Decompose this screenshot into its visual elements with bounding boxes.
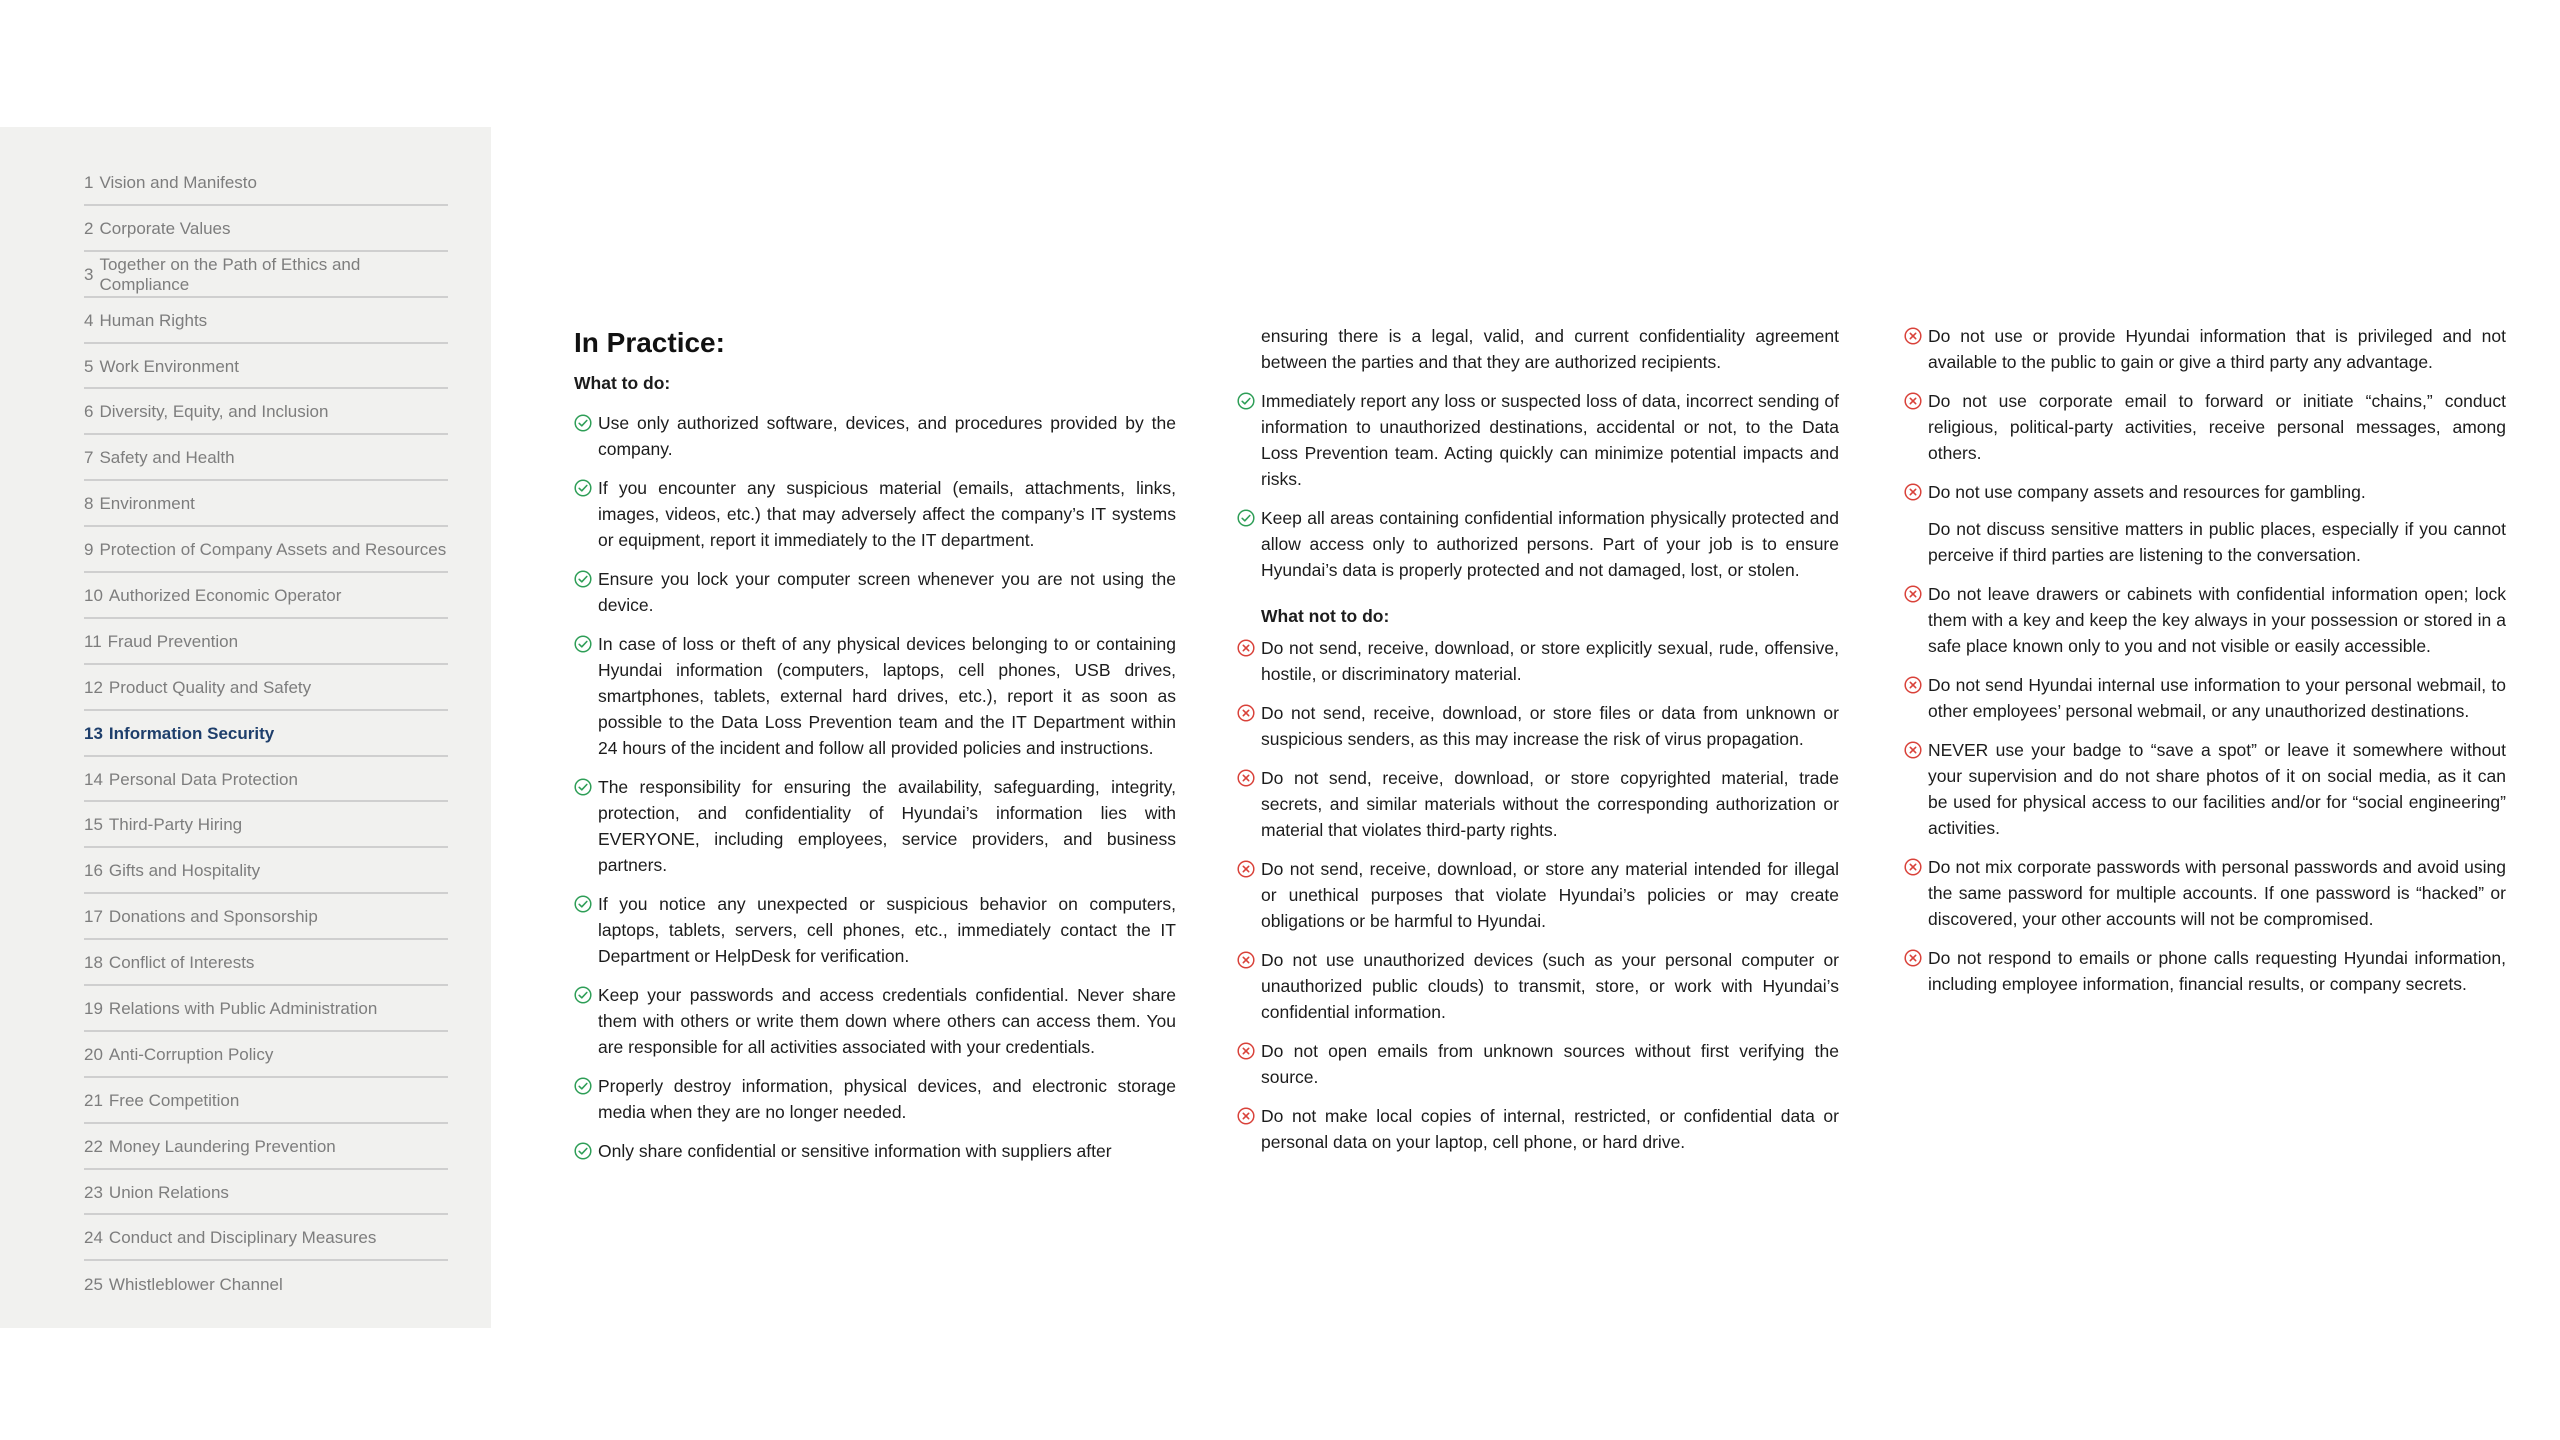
- toc-item-number: 2: [84, 218, 94, 238]
- toc-item-number: 15: [84, 815, 103, 835]
- dont-item: [1904, 854, 2506, 932]
- toc-item[interactable]: [84, 344, 448, 390]
- x-circle-icon: [1904, 483, 1922, 501]
- item-text: Properly destroy information, physical devices, and electronic storage media when they are no longer needed.: [598, 1076, 1176, 1122]
- do-item: [574, 631, 1176, 761]
- do-item: [574, 566, 1176, 618]
- dont-item: [1237, 1038, 1839, 1090]
- item-text: Do not use unauthorized devices (such as your personal computer or unauthorized public clouds) to transmit, store, or work with Hyundai’s confidential information.: [1261, 950, 1839, 1022]
- dont-item: [1904, 945, 2506, 997]
- toc-item-number: 13: [84, 723, 103, 743]
- item-text: Do not send, receive, download, or store files or data from unknown or suspicious senders, as this may increase the risk of virus propagation.: [1261, 703, 1839, 749]
- toc-item[interactable]: [84, 894, 448, 940]
- toc-item[interactable]: [84, 527, 448, 573]
- content-column-2: [1237, 323, 1839, 1168]
- toc-item-label: Personal Data Protection: [108, 769, 298, 789]
- content-column-3: [1904, 323, 2506, 1010]
- dont-item: [1904, 672, 2506, 724]
- toc-item[interactable]: [84, 1124, 448, 1170]
- dont-item: [1904, 581, 2506, 659]
- toc-item-number: 18: [84, 953, 103, 973]
- toc-item-label: Corporate Values: [99, 218, 231, 238]
- x-circle-icon: [1904, 676, 1922, 694]
- toc-item[interactable]: [84, 802, 448, 848]
- toc-item-label: Work Environment: [99, 356, 239, 376]
- toc-item-label: Conflict of Interests: [108, 953, 255, 973]
- do-item: [574, 1073, 1176, 1125]
- item-text: Do not respond to emails or phone calls requesting Hyundai information, including employee information, financial results, or company secrets.: [1928, 948, 2506, 994]
- toc-item-number: 19: [84, 998, 103, 1018]
- continued-text: ensuring there is a legal, valid, and current confidentiality agreement between the parties and that they are authorized recipients.: [1261, 326, 1839, 372]
- item-text: Only share confidential or sensitive information with suppliers after: [598, 1141, 1112, 1161]
- toc-item[interactable]: [84, 298, 448, 344]
- toc-item-number: 24: [84, 1228, 103, 1248]
- dont-item: [1904, 479, 2506, 505]
- x-circle-icon: [1237, 860, 1255, 878]
- x-circle-icon: [1237, 769, 1255, 787]
- toc-item[interactable]: [84, 389, 448, 435]
- item-text: Do not send, receive, download, or store copyrighted material, trade secrets, and similar materials without the corresponding authorization or material that violates third-party rights.: [1261, 768, 1839, 840]
- check-circle-icon: [574, 1077, 592, 1095]
- toc-item-label: Diversity, Equity, and Inclusion: [99, 402, 329, 422]
- dont-item: [1904, 737, 2506, 841]
- item-text: Do not send, receive, download, or store any material intended for illegal or unethical purposes that violate Hyundai’s policies or may create obligations or be harmful to Hyundai.: [1261, 859, 1839, 931]
- check-circle-icon: [1237, 392, 1255, 410]
- x-circle-icon: [1237, 1107, 1255, 1125]
- toc-item-label: Information Security: [108, 723, 275, 743]
- toc-item-number: 10: [84, 585, 103, 605]
- x-circle-icon: [1904, 949, 1922, 967]
- toc-item-label: Vision and Manifesto: [99, 172, 257, 192]
- toc-item-number: 6: [84, 402, 94, 422]
- check-circle-icon: [574, 479, 592, 497]
- dont-list: [1904, 323, 2506, 505]
- toc-item[interactable]: [84, 986, 448, 1032]
- toc-item-label: Money Laundering Prevention: [108, 1136, 336, 1156]
- toc-item-label: Relations with Public Administration: [108, 998, 378, 1018]
- toc-item-label: Authorized Economic Operator: [108, 585, 342, 605]
- item-text: Do not use or provide Hyundai information that is privileged and not available to the public to gain or give a third party any advantage.: [1928, 326, 2506, 372]
- x-circle-icon: [1237, 951, 1255, 969]
- check-circle-icon: [1237, 509, 1255, 527]
- do-item: [574, 1138, 1176, 1164]
- toc-item-label: Donations and Sponsorship: [108, 907, 318, 927]
- item-text: Do not use company assets and resources for gambling.: [1928, 482, 2366, 502]
- toc-item-number: 12: [84, 677, 103, 697]
- dont-item: [1237, 856, 1839, 934]
- toc-item-label: Safety and Health: [99, 448, 235, 468]
- toc-item-number: 23: [84, 1182, 103, 1202]
- do-item: [574, 891, 1176, 969]
- item-text: In case of loss or theft of any physical devices belonging to or containing Hyundai information (computers, laptops, cell phones, USB drives, smartphones, tablets, external hard drives, etc.), report it as soon as possible to the Data Loss Prevention team and the IT Department within 24 hours of the incident and follow all provided policies and instructions.: [598, 634, 1176, 758]
- x-circle-icon: [1904, 741, 1922, 759]
- toc-item[interactable]: [84, 206, 448, 252]
- toc-item[interactable]: [84, 848, 448, 894]
- toc-list: [84, 160, 448, 1307]
- toc-item[interactable]: [84, 1261, 448, 1307]
- toc-item[interactable]: [84, 481, 448, 527]
- check-circle-icon: [574, 635, 592, 653]
- toc-item-number: 8: [84, 494, 94, 514]
- check-circle-icon: [574, 1142, 592, 1160]
- item-text: Keep your passwords and access credentials confidential. Never share them with others or write them down where others can access them. You are responsible for all activities associated with your credentials.: [598, 985, 1176, 1057]
- toc-item-number: 21: [84, 1090, 103, 1110]
- toc-item-number: 17: [84, 907, 103, 927]
- x-circle-icon: [1904, 858, 1922, 876]
- check-circle-icon: [574, 986, 592, 1004]
- do-item: [574, 475, 1176, 553]
- dont-item: [1237, 700, 1839, 752]
- dont-item: [1904, 323, 2506, 375]
- toc-item[interactable]: [84, 940, 448, 986]
- toc-item-label: Product Quality and Safety: [108, 677, 312, 697]
- toc-item-label: Together on the Path of Ethics and Compliance: [99, 254, 361, 294]
- toc-item[interactable]: [84, 757, 448, 803]
- toc-item[interactable]: [84, 1170, 448, 1216]
- toc-item-label: Protection of Company Assets and Resources: [99, 540, 447, 560]
- toc-item-number: 22: [84, 1136, 103, 1156]
- dont-list: [1237, 635, 1839, 1155]
- toc-item[interactable]: [84, 435, 448, 481]
- check-circle-icon: [574, 895, 592, 913]
- item-text: Keep all areas containing confidential information physically protected and allow access only to authorized persons. Part of your job is to ensure Hyundai’s data is properly protected and not damaged, lost, or stolen.: [1261, 508, 1839, 580]
- toc-item-label: Union Relations: [108, 1182, 229, 1202]
- toc-item-label: Anti-Corruption Policy: [108, 1044, 274, 1064]
- toc-item-number: 14: [84, 769, 103, 789]
- toc-item-number: 9: [84, 540, 94, 560]
- item-text: If you encounter any suspicious material (emails, attachments, links, images, videos, etc.) that may adversely affect the company’s IT systems or equipment, report it immediately to the IT department.: [598, 478, 1176, 550]
- item-text: Do not use corporate email to forward or initiate “chains,” conduct religious, political-party activities, receive personal messages, among others.: [1928, 391, 2506, 463]
- do-item: [574, 410, 1176, 462]
- dont-item: [1237, 1103, 1839, 1155]
- check-circle-icon: [574, 414, 592, 432]
- toc-item-number: 3: [84, 264, 94, 284]
- do-item: [1237, 505, 1839, 583]
- toc-item-label: Conduct and Disciplinary Measures: [108, 1228, 377, 1248]
- item-text: Use only authorized software, devices, and procedures provided by the company.: [598, 413, 1176, 459]
- dont-heading: What not to do:: [1261, 606, 1390, 626]
- item-text: Do not open emails from unknown sources without first verifying the source.: [1261, 1041, 1839, 1087]
- toc-item[interactable]: [84, 665, 448, 711]
- toc-item-label: Fraud Prevention: [107, 631, 239, 651]
- toc-item-number: 4: [84, 310, 94, 330]
- dont-item: [1237, 765, 1839, 843]
- dont-item: [1237, 635, 1839, 687]
- item-text: Do not make local copies of internal, restricted, or confidential data or personal data on your laptop, cell phone, or hard drive.: [1261, 1106, 1839, 1152]
- toc-item-number: 20: [84, 1044, 103, 1064]
- toc-item[interactable]: [84, 1032, 448, 1078]
- toc-item[interactable]: [84, 711, 448, 757]
- toc-item-label: Environment: [99, 494, 195, 514]
- toc-item-number: 25: [84, 1275, 103, 1295]
- toc-item[interactable]: [84, 1078, 448, 1124]
- do-list: [574, 410, 1176, 1164]
- content-column-1: [574, 318, 1176, 1177]
- toc-item-number: 7: [84, 448, 94, 468]
- do-item: [1237, 388, 1839, 492]
- dont-list: [1904, 581, 2506, 997]
- dont-item: [1904, 388, 2506, 466]
- item-text: Do not mix corporate passwords with personal passwords and avoid using the same password for multiple accounts. If one password is “hacked” or discovered, your other accounts will not be compromised.: [1928, 857, 2506, 929]
- toc-item-number: 1: [84, 172, 94, 192]
- toc-item-label: Gifts and Hospitality: [108, 861, 261, 881]
- toc-item[interactable]: [84, 1215, 448, 1261]
- toc-item-number: 11: [84, 631, 102, 651]
- item-text: NEVER use your badge to “save a spot” or leave it somewhere without your supervision and do not share photos of it on social media, as it can be used for physical access to our facilities and/or for “social engineering” activities.: [1928, 740, 2506, 838]
- plain-note: Do not discuss sensitive matters in public places, especially if you cannot perceive if third parties are listening to the conversation.: [1928, 519, 2506, 565]
- do-item: [574, 982, 1176, 1060]
- item-text: Immediately report any loss or suspected loss of data, incorrect sending of information to unauthorized destinations, accidental or not, to the Data Loss Prevention team. Acting quickly can minimize potential impacts and risks.: [1261, 391, 1839, 489]
- table-of-contents-sidebar: [0, 127, 491, 1328]
- x-circle-icon: [1237, 704, 1255, 722]
- x-circle-icon: [1904, 327, 1922, 345]
- toc-item-number: 5: [84, 356, 94, 376]
- item-text: Do not leave drawers or cabinets with confidential information open; lock them with a key and keep the key always in your possession or stored in a safe place known only to you and not visible or easily accessible.: [1928, 584, 2506, 656]
- toc-item-label: Whistleblower Channel: [108, 1275, 283, 1295]
- toc-item-label: Free Competition: [108, 1090, 240, 1110]
- dont-item: [1237, 947, 1839, 1025]
- item-text: Do not send, receive, download, or store explicitly sexual, rude, offensive, hostile, or discriminatory material.: [1261, 638, 1839, 684]
- page-title: In Practice:: [574, 327, 725, 358]
- x-circle-icon: [1904, 392, 1922, 410]
- toc-item[interactable]: [84, 573, 448, 619]
- toc-item[interactable]: [84, 619, 448, 665]
- x-circle-icon: [1237, 1042, 1255, 1060]
- toc-item-number: 16: [84, 861, 103, 881]
- toc-item-label: Third-Party Hiring: [108, 815, 243, 835]
- toc-item[interactable]: [84, 160, 448, 206]
- check-circle-icon: [574, 570, 592, 588]
- item-text: Do not send Hyundai internal use information to your personal webmail, to other employees’ personal webmail, or any unauthorized destinations.: [1928, 675, 2506, 721]
- x-circle-icon: [1904, 585, 1922, 603]
- do-list: [1237, 388, 1839, 583]
- toc-item[interactable]: [84, 252, 448, 298]
- do-item: [574, 774, 1176, 878]
- toc-item-label: Human Rights: [99, 310, 208, 330]
- check-circle-icon: [574, 778, 592, 796]
- do-heading: What to do:: [574, 373, 671, 393]
- item-text: Ensure you lock your computer screen whenever you are not using the device.: [598, 569, 1176, 615]
- item-text: If you notice any unexpected or suspicious behavior on computers, laptops, tablets, servers, cell phones, etc., immediately contact the IT Department or HelpDesk for verification.: [598, 894, 1176, 966]
- x-circle-icon: [1237, 639, 1255, 657]
- item-text: The responsibility for ensuring the availability, safeguarding, integrity, protection, and confidentiality of Hyundai’s information lies with EVERYONE, including employees, service providers, and business partners.: [598, 777, 1176, 875]
